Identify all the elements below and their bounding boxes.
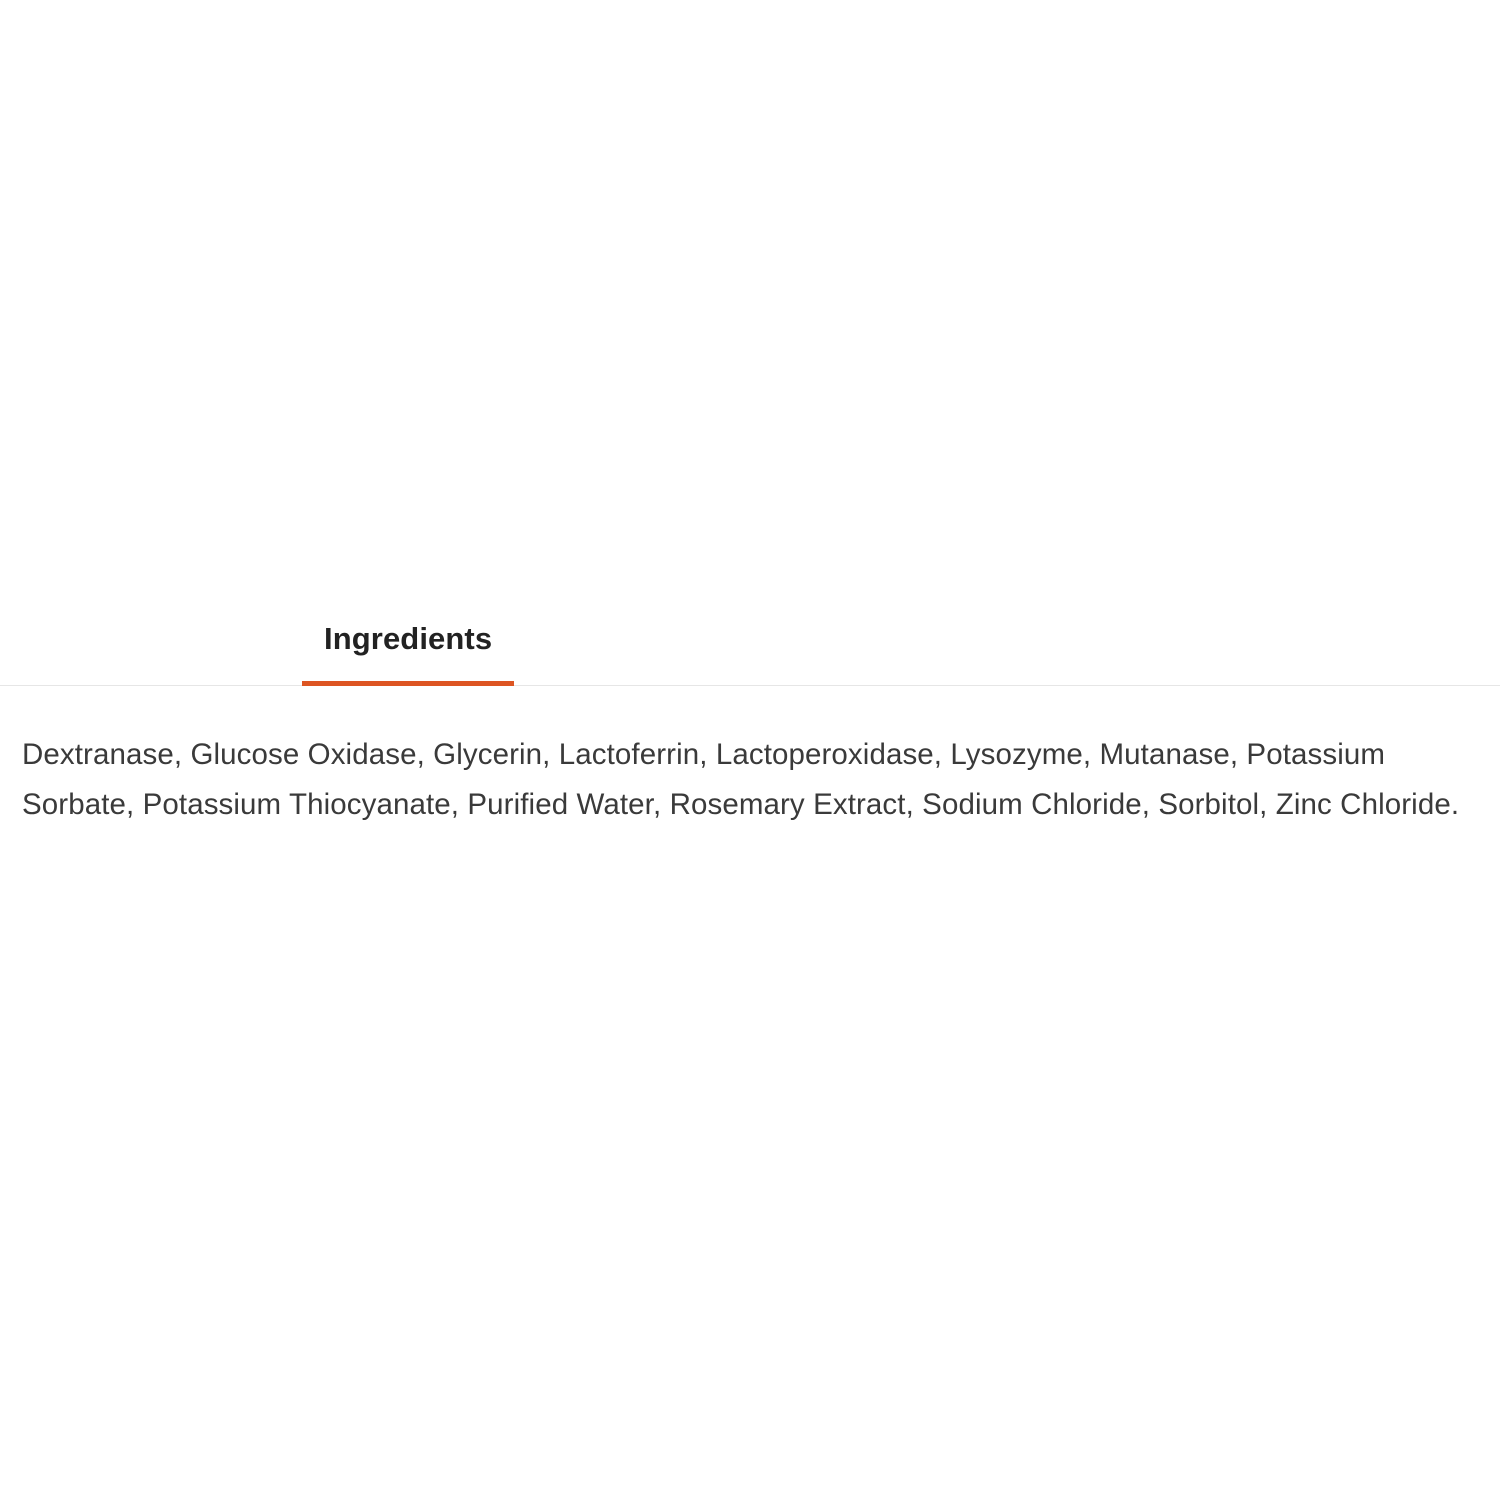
tab-strip [0,600,1500,686]
tab-ingredients[interactable] [302,600,514,686]
tab-ingredients-label: Ingredients [324,621,493,656]
ingredients-list-text: Dextranase, Glucose Oxidase, Glycerin, Lactoferrin, Lactoperoxidase, Lysozyme, Mutanase, Potassium Sorbate, Potassium Thiocyanate, Purified Water, Rosemary Extract, Sodium Chloride, Sorbitol, Zinc Chloride. [22,738,1460,821]
ingredients-panel [22,730,1478,830]
